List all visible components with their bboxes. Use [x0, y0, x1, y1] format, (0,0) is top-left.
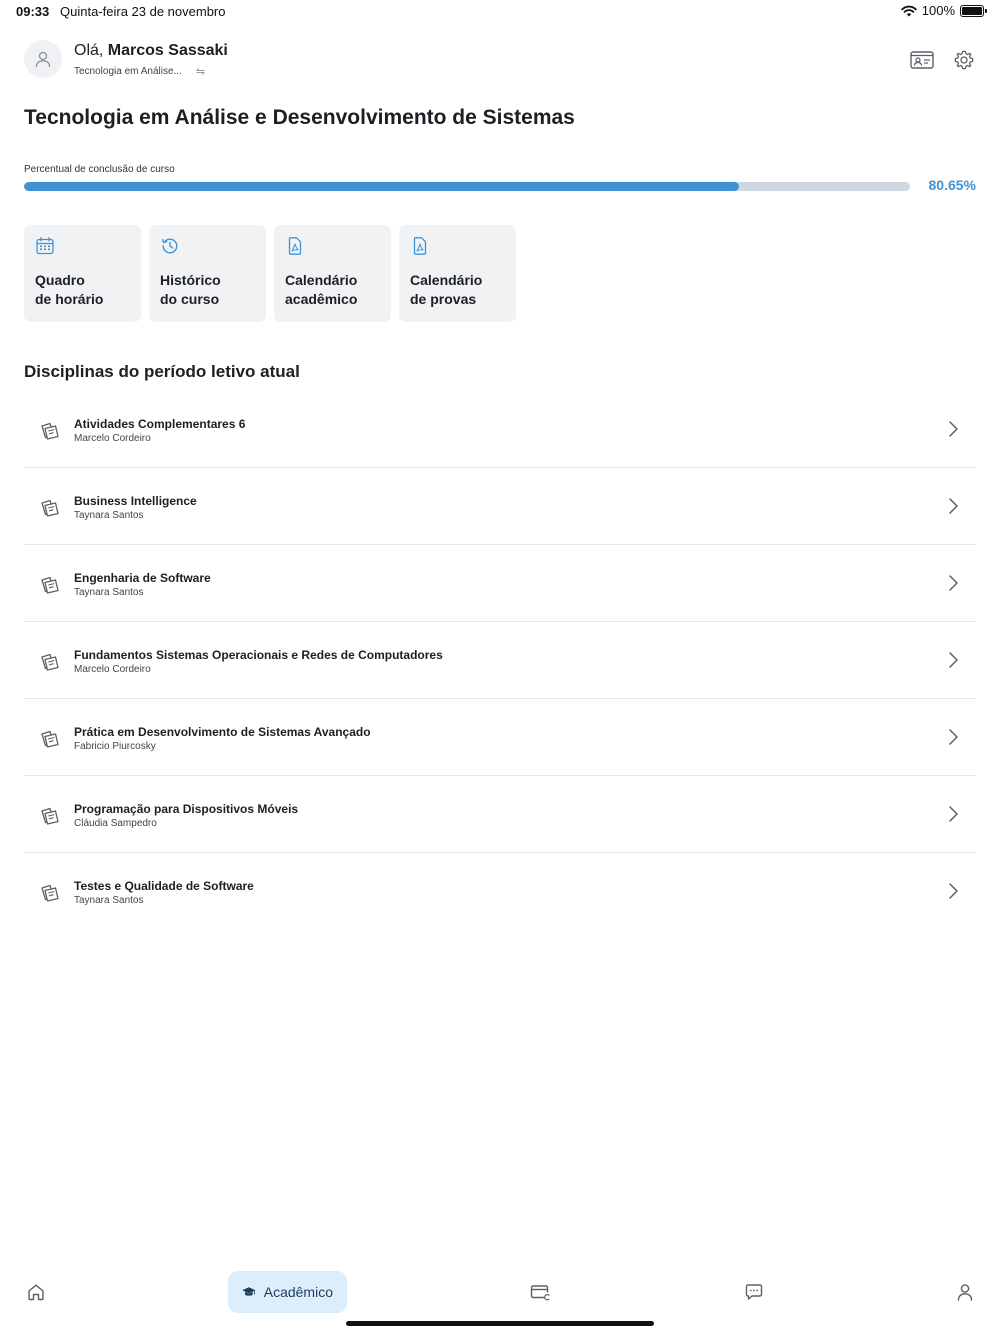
course-progress-fill — [24, 182, 739, 191]
discipline-teacher: Marcelo Cordeiro — [74, 433, 151, 444]
profile-icon — [955, 1282, 975, 1302]
progress-value: 80.65% — [928, 177, 976, 193]
discipline-teacher: Taynara Santos — [74, 510, 144, 521]
calendar-grid-icon — [35, 236, 55, 256]
list-item[interactable] — [24, 545, 976, 622]
tab-academico[interactable] — [228, 1271, 347, 1313]
card-icon — [529, 1282, 551, 1302]
tile-label-line2: do curso — [160, 291, 220, 307]
chevron-right-icon — [946, 805, 960, 823]
tile-label-line2: de provas — [410, 291, 477, 307]
status-date: Quinta-feira 23 de novembro — [60, 4, 226, 19]
tile-label-line2: de horário — [35, 291, 104, 307]
battery-fill — [962, 7, 982, 15]
avatar[interactable] — [24, 40, 62, 78]
discipline-list — [24, 391, 976, 930]
discipline-name: Atividades Complementares 6 — [74, 417, 246, 431]
tile-historico-do-curso[interactable] — [149, 225, 266, 322]
status-time: 09:33 — [16, 4, 50, 19]
page-title: Tecnologia em Análise e Desenvolvimento de Sistemas — [24, 106, 575, 129]
graduation-cap-icon — [242, 1283, 256, 1301]
discipline-name: Engenharia de Software — [74, 571, 211, 585]
header — [24, 40, 976, 80]
pdf-icon — [285, 236, 305, 256]
discipline-name: Prática em Desenvolvimento de Sistemas Avançado — [74, 725, 371, 739]
list-item[interactable] — [24, 622, 976, 699]
tab-mensagens[interactable] — [740, 1271, 768, 1313]
tile-calendario-de-provas[interactable] — [399, 225, 516, 322]
discipline-name: Programação para Dispositivos Móveis — [74, 802, 299, 816]
tile-label — [35, 271, 103, 309]
id-card-icon — [910, 50, 934, 70]
course-short-name: Tecnologia em Análise... — [74, 66, 182, 77]
user-name: Marcos Sassaki — [107, 42, 228, 59]
chevron-right-icon — [946, 420, 960, 438]
student-card-button[interactable] — [910, 48, 934, 72]
list-item[interactable] — [24, 468, 976, 545]
discipline-icon — [37, 650, 61, 674]
list-item[interactable] — [24, 776, 976, 853]
discipline-icon — [37, 804, 61, 828]
status-right — [901, 3, 984, 18]
bottom-tab-bar — [0, 1266, 1000, 1318]
tile-label-line1: Calendário — [410, 272, 483, 288]
discipline-teacher: Marcelo Cordeiro — [74, 664, 151, 675]
greeting-prefix: Olá, — [74, 42, 104, 59]
discipline-teacher: Cláudia Sampedro — [74, 818, 157, 829]
tab-perfil[interactable] — [951, 1271, 979, 1313]
tab-label: Acadêmico — [263, 1284, 333, 1300]
history-icon — [160, 236, 180, 256]
pdf-icon — [410, 236, 430, 256]
list-item[interactable] — [24, 391, 976, 468]
list-item[interactable] — [24, 853, 976, 930]
tile-label-line1: Calendário — [285, 272, 358, 288]
tile-label — [410, 271, 482, 309]
status-bar — [0, 0, 1000, 24]
tile-label-line1: Quadro — [35, 272, 85, 288]
tile-label — [285, 271, 357, 309]
quick-access-tiles — [24, 225, 516, 322]
swap-icon: ⇋ — [195, 66, 206, 78]
list-item[interactable] — [24, 699, 976, 776]
progress-label: Percentual de conclusão de curso — [24, 164, 175, 175]
chevron-right-icon — [946, 574, 960, 592]
chevron-right-icon — [946, 882, 960, 900]
battery-text: 100% — [921, 3, 955, 18]
discipline-teacher: Taynara Santos — [74, 895, 144, 906]
discipline-icon — [37, 419, 61, 443]
home-icon — [26, 1282, 46, 1302]
home-indicator — [346, 1321, 654, 1326]
tile-label — [160, 271, 221, 309]
header-actions — [910, 48, 976, 72]
discipline-icon — [37, 496, 61, 520]
greeting — [74, 42, 228, 60]
user-icon — [34, 50, 52, 68]
discipline-name: Business Intelligence — [74, 494, 197, 508]
tab-home[interactable] — [22, 1271, 50, 1313]
chevron-right-icon — [946, 728, 960, 746]
tile-calendario-academico[interactable] — [274, 225, 391, 322]
discipline-name: Fundamentos Sistemas Operacionais e Redes de Computadores — [74, 648, 443, 662]
chevron-right-icon — [946, 497, 960, 515]
discipline-icon — [37, 881, 61, 905]
battery-icon — [960, 5, 984, 17]
settings-button[interactable] — [952, 48, 976, 72]
gear-icon — [953, 49, 975, 71]
tile-quadro-de-horario[interactable] — [24, 225, 141, 322]
course-progress-bar — [24, 182, 910, 191]
tile-label-line2: acadêmico — [285, 291, 358, 307]
discipline-name: Testes e Qualidade de Software — [74, 879, 254, 893]
discipline-teacher: Taynara Santos — [74, 587, 144, 598]
discipline-teacher: Fabricio Piurcosky — [74, 741, 156, 752]
course-switcher[interactable] — [74, 65, 205, 78]
tile-label-line1: Histórico — [160, 272, 221, 288]
discipline-icon — [37, 573, 61, 597]
chevron-right-icon — [946, 651, 960, 669]
section-title: Disciplinas do período letivo atual — [24, 362, 300, 381]
chat-icon — [744, 1282, 764, 1302]
discipline-icon — [37, 727, 61, 751]
tab-financeiro[interactable] — [526, 1271, 554, 1313]
wifi-icon — [901, 5, 917, 17]
